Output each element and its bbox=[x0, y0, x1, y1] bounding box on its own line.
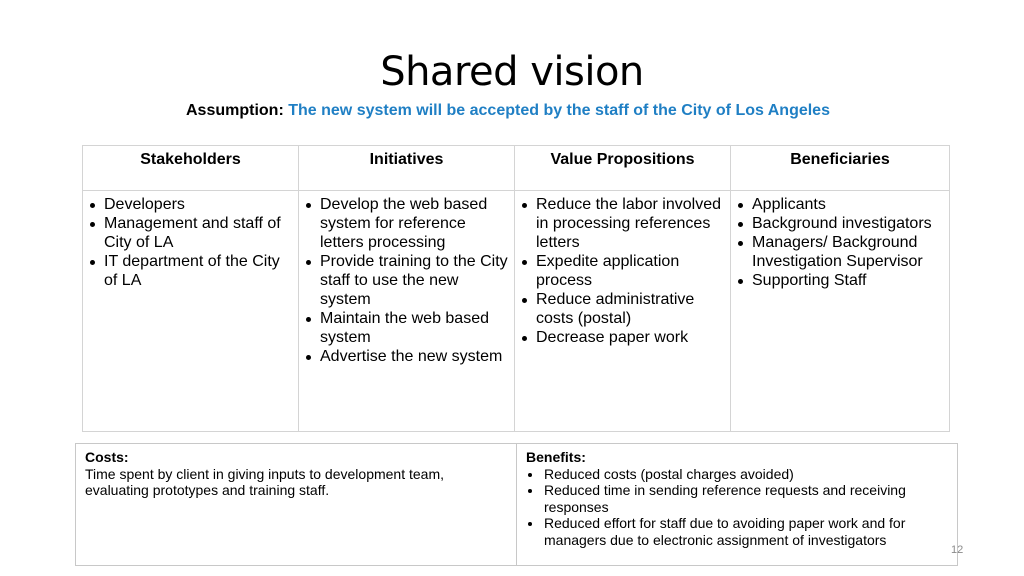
list-item: Develop the web based system for reference letters processing bbox=[303, 195, 510, 252]
costs-cell bbox=[76, 444, 517, 566]
slide-title: Shared vision bbox=[380, 49, 644, 95]
header-stakeholders: Stakeholders bbox=[83, 146, 299, 191]
table-header-row bbox=[83, 146, 950, 191]
list-item: Applicants bbox=[735, 195, 945, 214]
list-item: Expedite application process bbox=[519, 252, 726, 290]
costs-benefits-table bbox=[75, 443, 958, 566]
list-item: Maintain the web based system bbox=[303, 309, 510, 347]
beneficiaries-cell bbox=[731, 191, 950, 432]
costs-text: Time spent by client in giving inputs to development team, evaluating prototypes and training staff. bbox=[85, 465, 445, 498]
header-beneficiaries: Beneficiaries bbox=[731, 146, 950, 191]
assumption-line bbox=[0, 101, 1016, 121]
costs-heading: Costs: bbox=[85, 449, 129, 465]
benefits-list bbox=[526, 466, 949, 549]
stakeholders-list bbox=[87, 195, 294, 290]
list-item: Supporting Staff bbox=[735, 271, 945, 290]
list-item: Decrease paper work bbox=[519, 328, 726, 347]
stakeholders-cell bbox=[83, 191, 299, 432]
initiatives-list bbox=[303, 195, 510, 366]
beneficiaries-list bbox=[735, 195, 945, 290]
list-item: Reduce administrative costs (postal) bbox=[519, 290, 726, 328]
shared-vision-table bbox=[82, 145, 950, 432]
value-propositions-list bbox=[519, 195, 726, 347]
list-item: Reduced costs (postal charges avoided) bbox=[526, 466, 949, 483]
value-propositions-cell bbox=[515, 191, 731, 432]
benefits-heading: Benefits: bbox=[526, 449, 586, 465]
list-item: Management and staff of City of LA bbox=[87, 214, 294, 252]
header-initiatives: Initiatives bbox=[299, 146, 515, 191]
initiatives-cell bbox=[299, 191, 515, 432]
benefits-cell bbox=[517, 444, 958, 566]
list-item: IT department of the City of LA bbox=[87, 252, 294, 290]
list-item: Advertise the new system bbox=[303, 347, 510, 366]
list-item: Reduced time in sending reference requests and receiving responses bbox=[526, 482, 949, 515]
list-item: Provide training to the City staff to use the new system bbox=[303, 252, 510, 309]
list-item: Developers bbox=[87, 195, 294, 214]
assumption-label: Assumption: bbox=[186, 102, 284, 119]
assumption-text: The new system will be accepted by the staff of the City of Los Angeles bbox=[288, 102, 830, 119]
list-item: Background investigators bbox=[735, 214, 945, 233]
list-item: Reduced effort for staff due to avoiding paper work and for managers due to electronic assignment of investigators bbox=[526, 515, 949, 548]
list-item: Reduce the labor involved in processing references letters bbox=[519, 195, 726, 252]
table-row bbox=[83, 191, 950, 432]
header-value-propositions: Value Propositions bbox=[515, 146, 731, 191]
page-number: 12 bbox=[951, 544, 964, 556]
list-item: Managers/ Background Investigation Supervisor bbox=[735, 233, 945, 271]
table-row bbox=[76, 444, 958, 566]
